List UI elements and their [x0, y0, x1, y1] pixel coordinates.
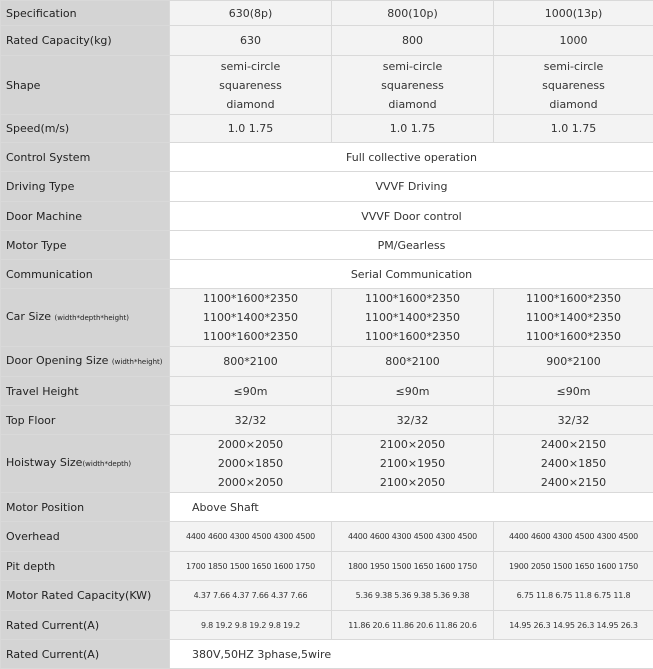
motor-capacity-col-2: 5.36 9.38 5.36 9.38 5.36 9.38 [332, 581, 494, 611]
hoistway-line: 2400×2150 [494, 435, 653, 454]
top-floor-col-2: 32/32 [332, 406, 494, 435]
hoistway-col-3 [494, 435, 653, 493]
overhead-col-2: 4400 4600 4300 4500 4300 4500 [332, 522, 494, 552]
label-top-floor: Top Floor [1, 406, 170, 435]
car-size-line: 1100*1600*2350 [332, 327, 493, 346]
hoistway-col-1 [170, 435, 332, 493]
door-opening-col-1: 800*2100 [170, 347, 332, 377]
row-rated-capacity [1, 26, 653, 56]
label-overhead: Overhead [1, 522, 170, 552]
label-travel-height: Travel Height [1, 377, 170, 406]
rated-current-col-3: 14.95 26.3 14.95 26.3 14.95 26.3 [494, 611, 653, 640]
label-door-machine: Door Machine [1, 202, 170, 231]
shape-line: squareness [332, 76, 493, 95]
label-rated-current-2: Rated Current(A) [1, 640, 170, 669]
driving-type-value: VVVF Driving [170, 172, 653, 202]
car-size-line: 1100*1400*2350 [332, 308, 493, 327]
car-size-line: 1100*1600*2350 [494, 289, 653, 308]
door-opening-note: (width*height) [112, 358, 163, 366]
motor-type-value: PM/Gearless [170, 231, 653, 260]
hoistway-line: 2100×2050 [332, 473, 493, 492]
travel-height-col-2: ≤90m [332, 377, 494, 406]
car-size-col-1 [170, 289, 332, 347]
row-pit-depth [1, 552, 653, 581]
car-size-line: 1100*1400*2350 [170, 308, 331, 327]
shape-col-1 [170, 56, 332, 115]
speed-col-1: 1.0 1.75 [170, 115, 332, 143]
label-control-system: Control System [1, 143, 170, 172]
hoistway-line: 2400×2150 [494, 473, 653, 492]
door-opening-col-3: 900*2100 [494, 347, 653, 377]
door-opening-label: Door Opening Size [6, 354, 108, 367]
row-motor-type [1, 231, 653, 260]
shape-line: semi-circle [494, 57, 653, 76]
label-driving-type: Driving Type [1, 172, 170, 202]
pit-depth-col-3: 1900 2050 1500 1650 1600 1750 [494, 552, 653, 581]
car-size-line: 1100*1600*2350 [170, 327, 331, 346]
capacity-col-2: 800 [332, 26, 494, 56]
row-door-machine [1, 202, 653, 231]
shape-line: squareness [494, 76, 653, 95]
label-motor-rated-capacity: Motor Rated Capacity(KW) [1, 581, 170, 611]
row-travel-height [1, 377, 653, 406]
shape-line: diamond [494, 95, 653, 114]
hoistway-col-2 [332, 435, 494, 493]
car-size-col-3 [494, 289, 653, 347]
shape-line: diamond [170, 95, 331, 114]
label-rated-current: Rated Current(A) [1, 611, 170, 640]
label-specification: Specification [1, 1, 170, 26]
car-size-line: 1100*1600*2350 [332, 289, 493, 308]
car-size-line: 1100*1400*2350 [494, 308, 653, 327]
pit-depth-col-1: 1700 1850 1500 1650 1600 1750 [170, 552, 332, 581]
row-motor-rated-capacity [1, 581, 653, 611]
row-rated-current [1, 611, 653, 640]
row-driving-type [1, 172, 653, 202]
label-motor-position: Motor Position [1, 493, 170, 522]
label-motor-type: Motor Type [1, 231, 170, 260]
shape-line: diamond [332, 95, 493, 114]
rated-current-col-1: 9.8 19.2 9.8 19.2 9.8 19.2 [170, 611, 332, 640]
shape-line: semi-circle [332, 57, 493, 76]
label-door-opening [1, 347, 170, 377]
top-floor-col-3: 32/32 [494, 406, 653, 435]
rated-current-col-2: 11.86 20.6 11.86 20.6 11.86 20.6 [332, 611, 494, 640]
hoistway-line: 2000×2050 [170, 435, 331, 454]
row-rated-current-2 [1, 640, 653, 669]
label-shape: Shape [1, 56, 170, 115]
row-hoistway [1, 435, 653, 493]
capacity-col-3: 1000 [494, 26, 653, 56]
car-size-col-2 [332, 289, 494, 347]
row-specification [1, 1, 653, 26]
hoistway-label: Hoistway Size [6, 456, 82, 469]
motor-capacity-col-3: 6.75 11.8 6.75 11.8 6.75 11.8 [494, 581, 653, 611]
hoistway-line: 2000×2050 [170, 473, 331, 492]
spec-col-3: 1000(13p) [494, 1, 653, 26]
car-size-line: 1100*1600*2350 [170, 289, 331, 308]
motor-position-value: Above Shaft [170, 493, 653, 522]
row-car-size [1, 289, 653, 347]
speed-col-3: 1.0 1.75 [494, 115, 653, 143]
spec-col-1: 630(8p) [170, 1, 332, 26]
row-communication [1, 260, 653, 289]
pit-depth-col-2: 1800 1950 1500 1650 1600 1750 [332, 552, 494, 581]
speed-col-2: 1.0 1.75 [332, 115, 494, 143]
hoistway-note: (width*depth) [82, 460, 131, 468]
label-communication: Communication [1, 260, 170, 289]
door-machine-value: VVVF Door control [170, 202, 653, 231]
row-top-floor [1, 406, 653, 435]
row-speed [1, 115, 653, 143]
control-system-value: Full collective operation [170, 143, 653, 172]
hoistway-line: 2100×2050 [332, 435, 493, 454]
top-floor-col-1: 32/32 [170, 406, 332, 435]
overhead-col-1: 4400 4600 4300 4500 4300 4500 [170, 522, 332, 552]
overhead-col-3: 4400 4600 4300 4500 4300 4500 [494, 522, 653, 552]
communication-value: Serial Communication [170, 260, 653, 289]
label-car-size [1, 289, 170, 347]
row-door-opening [1, 347, 653, 377]
car-size-note: (width*depth*height) [55, 314, 129, 322]
hoistway-line: 2100×1950 [332, 454, 493, 473]
label-hoistway [1, 435, 170, 493]
shape-line: semi-circle [170, 57, 331, 76]
car-size-label: Car Size [6, 310, 51, 323]
label-pit-depth: Pit depth [1, 552, 170, 581]
power-supply-value: 380V,50HZ 3phase,5wire [170, 640, 653, 669]
shape-col-2 [332, 56, 494, 115]
door-opening-col-2: 800*2100 [332, 347, 494, 377]
travel-height-col-3: ≤90m [494, 377, 653, 406]
row-motor-position [1, 493, 653, 522]
row-control-system [1, 143, 653, 172]
label-rated-capacity: Rated Capacity(kg) [1, 26, 170, 56]
label-speed: Speed(m/s) [1, 115, 170, 143]
shape-col-3 [494, 56, 653, 115]
hoistway-line: 2400×1850 [494, 454, 653, 473]
shape-line: squareness [170, 76, 331, 95]
row-shape [1, 56, 653, 115]
spec-col-2: 800(10p) [332, 1, 494, 26]
capacity-col-1: 630 [170, 26, 332, 56]
motor-capacity-col-1: 4.37 7.66 4.37 7.66 4.37 7.66 [170, 581, 332, 611]
car-size-line: 1100*1600*2350 [494, 327, 653, 346]
hoistway-line: 2000×1850 [170, 454, 331, 473]
travel-height-col-1: ≤90m [170, 377, 332, 406]
row-overhead [1, 522, 653, 552]
